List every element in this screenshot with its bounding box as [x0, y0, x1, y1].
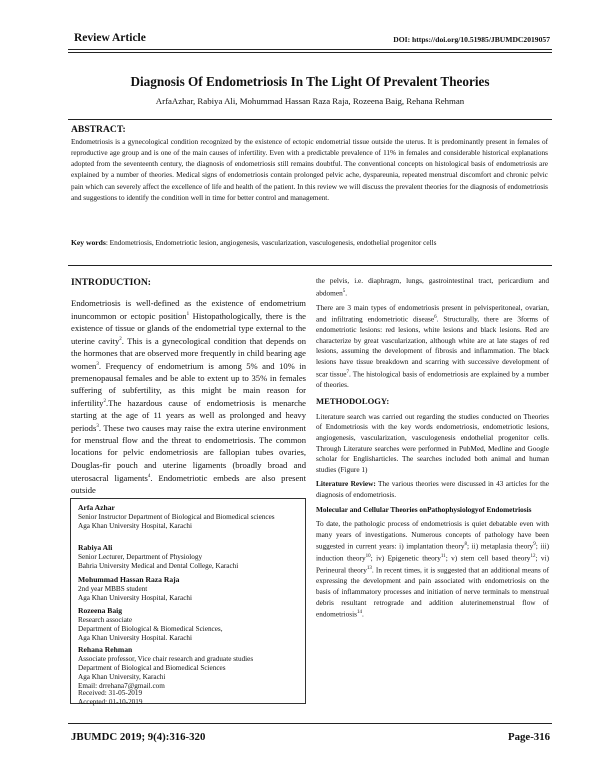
- keywords-text: : Endometriosis, Endometriotic lesion, angiogenesis, vascularization, vasculogenesis, endothelial progenitor cells: [105, 238, 437, 247]
- affiliation-2: [78, 544, 302, 571]
- header-rule-top: [68, 49, 552, 50]
- email-link[interactable]: Email: drrehana7@gmail.com: [78, 681, 165, 690]
- affiliation-name: Rabiya Ali: [78, 543, 113, 552]
- affiliation-line: 2nd year MBBS student: [78, 584, 148, 593]
- affiliation-line: Senior Instructor Department of Biological and Biomedical sciences: [78, 512, 275, 521]
- abstract-heading: ABSTRACT:: [71, 124, 126, 135]
- received-date: Received: 31-05-2019: [78, 689, 143, 697]
- ref-sup: 5: [342, 288, 346, 294]
- ref-sup: 14: [356, 610, 362, 616]
- ref-sup: 2: [103, 399, 106, 405]
- literature-review-text: The various theories were discussed in 43 articles for the diagnosis of endometriosis.: [316, 479, 549, 499]
- theory-seg: ; vi) Perineural theory: [316, 553, 550, 575]
- literature-review-label: Literature Review:: [316, 479, 376, 489]
- ref-sup: 4: [147, 473, 151, 479]
- affiliation-name: Arfa Azhar: [78, 503, 115, 512]
- intro-seg: . Endometriotic embeds are also present outside: [71, 472, 306, 495]
- keywords: [71, 237, 548, 248]
- journal-citation: JBUMDC 2019; 9(4):316-320: [71, 731, 206, 743]
- doi-link[interactable]: DOI: https://doi.org/10.51985/JBUMDC2019057: [393, 35, 550, 44]
- ref-sup: 2: [119, 337, 122, 343]
- intro-seg: . Structurally, there are 3forms of endometriotic lesions: red lesions, white lesions and black lesions. Red are characterize by great vascularization, although white are at late stages of red lesions, assuming the development of fibrosis and inflammation. The black lesions have tissue breakdown and scarring with successive development of scar tissue: [316, 314, 549, 379]
- intro-seg: . These two causes may raise the extra uterine environment for menstrual flow and the threat to endometriosis. The common locations for pelvic endometriosis are fallopian tubes ovaries, Douglas-fir pouch and uterine ligaments (broadly broad and uterosacral ligaments: [71, 423, 306, 483]
- ref-sup: 1: [186, 312, 190, 318]
- page-number: Page-316: [508, 731, 550, 743]
- theory-seg: ; iii) induction theory: [316, 541, 549, 563]
- theory-seg: ; iv) Epigenetic theory: [370, 553, 441, 563]
- affiliation-line: Associate professor, Vice chair research and graduate studies: [78, 654, 254, 663]
- ref-sup: 3: [96, 424, 99, 430]
- affiliation-line: Aga Khan University Hospital, Karachi: [78, 521, 192, 530]
- theory-seg: To date, the pathologic process of endometriosis is quiet debatable even with many years of investigations. Numerous concepts of pathology have been suggested in current years: i) implantation theory: [316, 519, 549, 551]
- intro-seg: the pelvis, i.e. diaphragm, lungs, gastrointestinal tract, pericardium and abdomen: [316, 276, 549, 298]
- affiliation-line: Aga Khan University, Karachi: [78, 672, 166, 681]
- molecular-theories-heading: Molecular and Cellular Theories onPathophysiologyof Endometriosis: [316, 504, 532, 514]
- introduction-text: [71, 297, 306, 500]
- affiliation-name: Rozeena Baig: [78, 606, 123, 615]
- affiliation-5: [78, 646, 302, 691]
- affiliation-line: Bahria University Medical and Dental College, Karachi: [78, 561, 239, 570]
- affiliation-4: [78, 607, 302, 643]
- theory-seg: ; v) stem cell based theory: [445, 553, 531, 563]
- ref-sup: 9: [533, 542, 536, 548]
- affiliation-line: Department of Biological and Biomedical Sciences: [78, 663, 226, 672]
- abstract-text: Endometriosis is a gynecological condition recognized by the existence of ectopic endometrial tissue outside the uterus. It is predominantly present in females of reproductive age group and is one of the main causes of infertility. Even with a predictable prevalence of 11% in females and considerable historical explanations adopted from the seventeenth century, the diagnosis of endometriosis still remains doubtful. The conventional concepts on histological basis of endometriosis are explained by a number of theories. Medical signs of endometriosis contain prolonged pelvic ache, dyspareunia, repeated menstrual discomfort and chronic pelvic pain which can severely affect the excellence of life and health of the patient. In this review we will discuss the prevalent theories for the diagnosis of endometriosis and suggestions to identify the condition well in time for better control and management.: [71, 138, 548, 202]
- abstract-rule: [68, 119, 552, 120]
- intro-seg: .The hazardous cause of endometriosis is menarche starting at the age of 11 years as well as prolonged and heavy periods: [71, 398, 306, 434]
- affiliation-name: Mohummad Hassan Raza Raja: [78, 575, 180, 584]
- intro-seg: . This is a gynecological condition that depends on the hormones that are observed more frequently in child bearing age women: [71, 336, 306, 372]
- intro-seg: Endometriosis is well-defined as the existence of endometrium inuncommon or ectopic position: [71, 298, 306, 321]
- header-rule-bottom: [68, 52, 552, 53]
- keywords-label: Key words: [71, 238, 106, 247]
- author-list: ArfaAzhar, Rabiya Ali, Mohummad Hassan Raza Raja, Rozeena Baig, Rehana Rehman: [155, 96, 465, 106]
- intro-seg: There are 3 main types of endometriosis present in pelvisperitoneal, ovarian, and infiltrating endometriotic disease: [316, 302, 549, 324]
- intro-seg: Histopathologically, there is the existence of tissue or glands of the endometrial type external to the uterine cavity: [71, 310, 307, 346]
- affiliation-line: Research associate: [78, 615, 133, 624]
- ref-sup: 7: [346, 369, 349, 375]
- affiliation-line: Senior Lecturer, Department of Physiology: [78, 552, 203, 561]
- intro-seg: . Frequency of endometrium is among 5% and 10% in premenopausal females and be able to extent up to 35% in females suffering of subfertility, as this might be main reason for infertility: [71, 361, 306, 409]
- affiliation-3: [78, 576, 302, 603]
- methodology-heading: METHODOLOGY:: [316, 396, 390, 407]
- accepted-date: Accepted: 01-10-2019: [78, 698, 143, 706]
- ref-sup: 12: [530, 554, 536, 560]
- ref-sup: 13: [366, 566, 372, 572]
- introduction-heading: INTRODUCTION:: [71, 277, 151, 288]
- abstract-end-rule: [68, 265, 552, 266]
- ref-sup: 11: [440, 554, 446, 560]
- article-type: Review Article: [74, 32, 146, 44]
- ref-sup: 8: [464, 542, 467, 548]
- footer-rule: [68, 723, 552, 724]
- methodology-text: Literature search was carried out regarding the studies conducted on Theories of Endometriosis with the key words endometriosis, endometriotic lesions, angiogenesis, vascularization, vasculogenesis endothelial progenitor cells. Through Literature searches were performed in PubMed, Medline and Google scholar for Englisharticles. The searches included both animal and human studies (Figure 1): [316, 411, 549, 474]
- intro-seg: . The histological basis of endometriosis are explained by a number of theories.: [316, 369, 549, 389]
- theory-seg: . In recent times, it is suggested that an additional means of expressing the development and pain associated with endometriosis on the basis of inflammatory processes and initiation of nerve terminals to menstrual debris resultant retrograde and addition aluterinemenstrual flow of endometriosis: [316, 565, 549, 619]
- affiliation-line: Department of Biological & Biomedical Sciences,: [78, 624, 223, 633]
- affiliation-line: Aga Khan University Hospital, Karachi: [78, 593, 192, 602]
- affiliation-1: [78, 504, 302, 531]
- affiliation-line: Aga Khan University Hospital. Karachi: [78, 633, 192, 642]
- paper-title: Diagnosis Of Endometriosis In The Light Of Prevalent Theories: [130, 74, 490, 89]
- ref-sup: 10: [365, 554, 371, 560]
- ref-sup: 3: [96, 362, 99, 368]
- ref-sup: 6: [434, 315, 437, 321]
- theory-seg: ; ii) metaplasia theory: [466, 541, 534, 551]
- column-two-text: the pelvis, i.e. diaphragm, lungs, gastrointestinal tract, pericardium and abdomen$^5$. There are 3 main types of endometriosis present in pelvisperitoneal, ovarian, and infiltrating endometriotic disease$^6$. Structurally, there are 3forms of endometriotic lesions: red lesions, white lesions and black lesions. Red are characterize by great vascularization, although white are at late stages of red lesions, assuming the development of fibrosis and inflammation. The black lesions have tissue breakdown and scarring with successive development of scar tissue$^7$. The histological basis of endometriosis are explained by a number of theories. METHODOLOGY: Literature search was carried out regarding the studies conducted on Theories of Endometriosis with the key words endometriosis, endometriotic lesions, angiogenesis, vascularization, vasculogenesis endothelial progenitor cells. Through Literature searches were performed in PubMed, Medline and Google scholar for Englisharticles. The searches included both animal and human studies (Figure 1) Literature Review: The various theories were discussed in 43 articles for the diagnosis of endometriosis. Molecular and Cellular Theories onPathophysiologyof Endometriosis To date, the pathologic process of endometriosis is quiet debatable even with many years of investigations. Numerous concepts of pathology have been suggested in current years: i) implantation theory$^8$; ii) metaplasia theory$^9$; iii) induction theory$^{10}$; iv) Epigenetic theory$^{11}$; v) stem cell based theory$^{12}$; vi) Perineural theory$^{13}$. In recent times, it is suggested that an additional means of expressing the development and pain associated with endometriosis on the basis of inflammatory processes and initiation of nerve terminals to menstrual debris resultant retrograde and addition aluterinemenstrual flow of endometriosis$^{14}$.: [316, 276, 550, 619]
- affiliation-name: Rehana Rehman: [78, 645, 133, 654]
